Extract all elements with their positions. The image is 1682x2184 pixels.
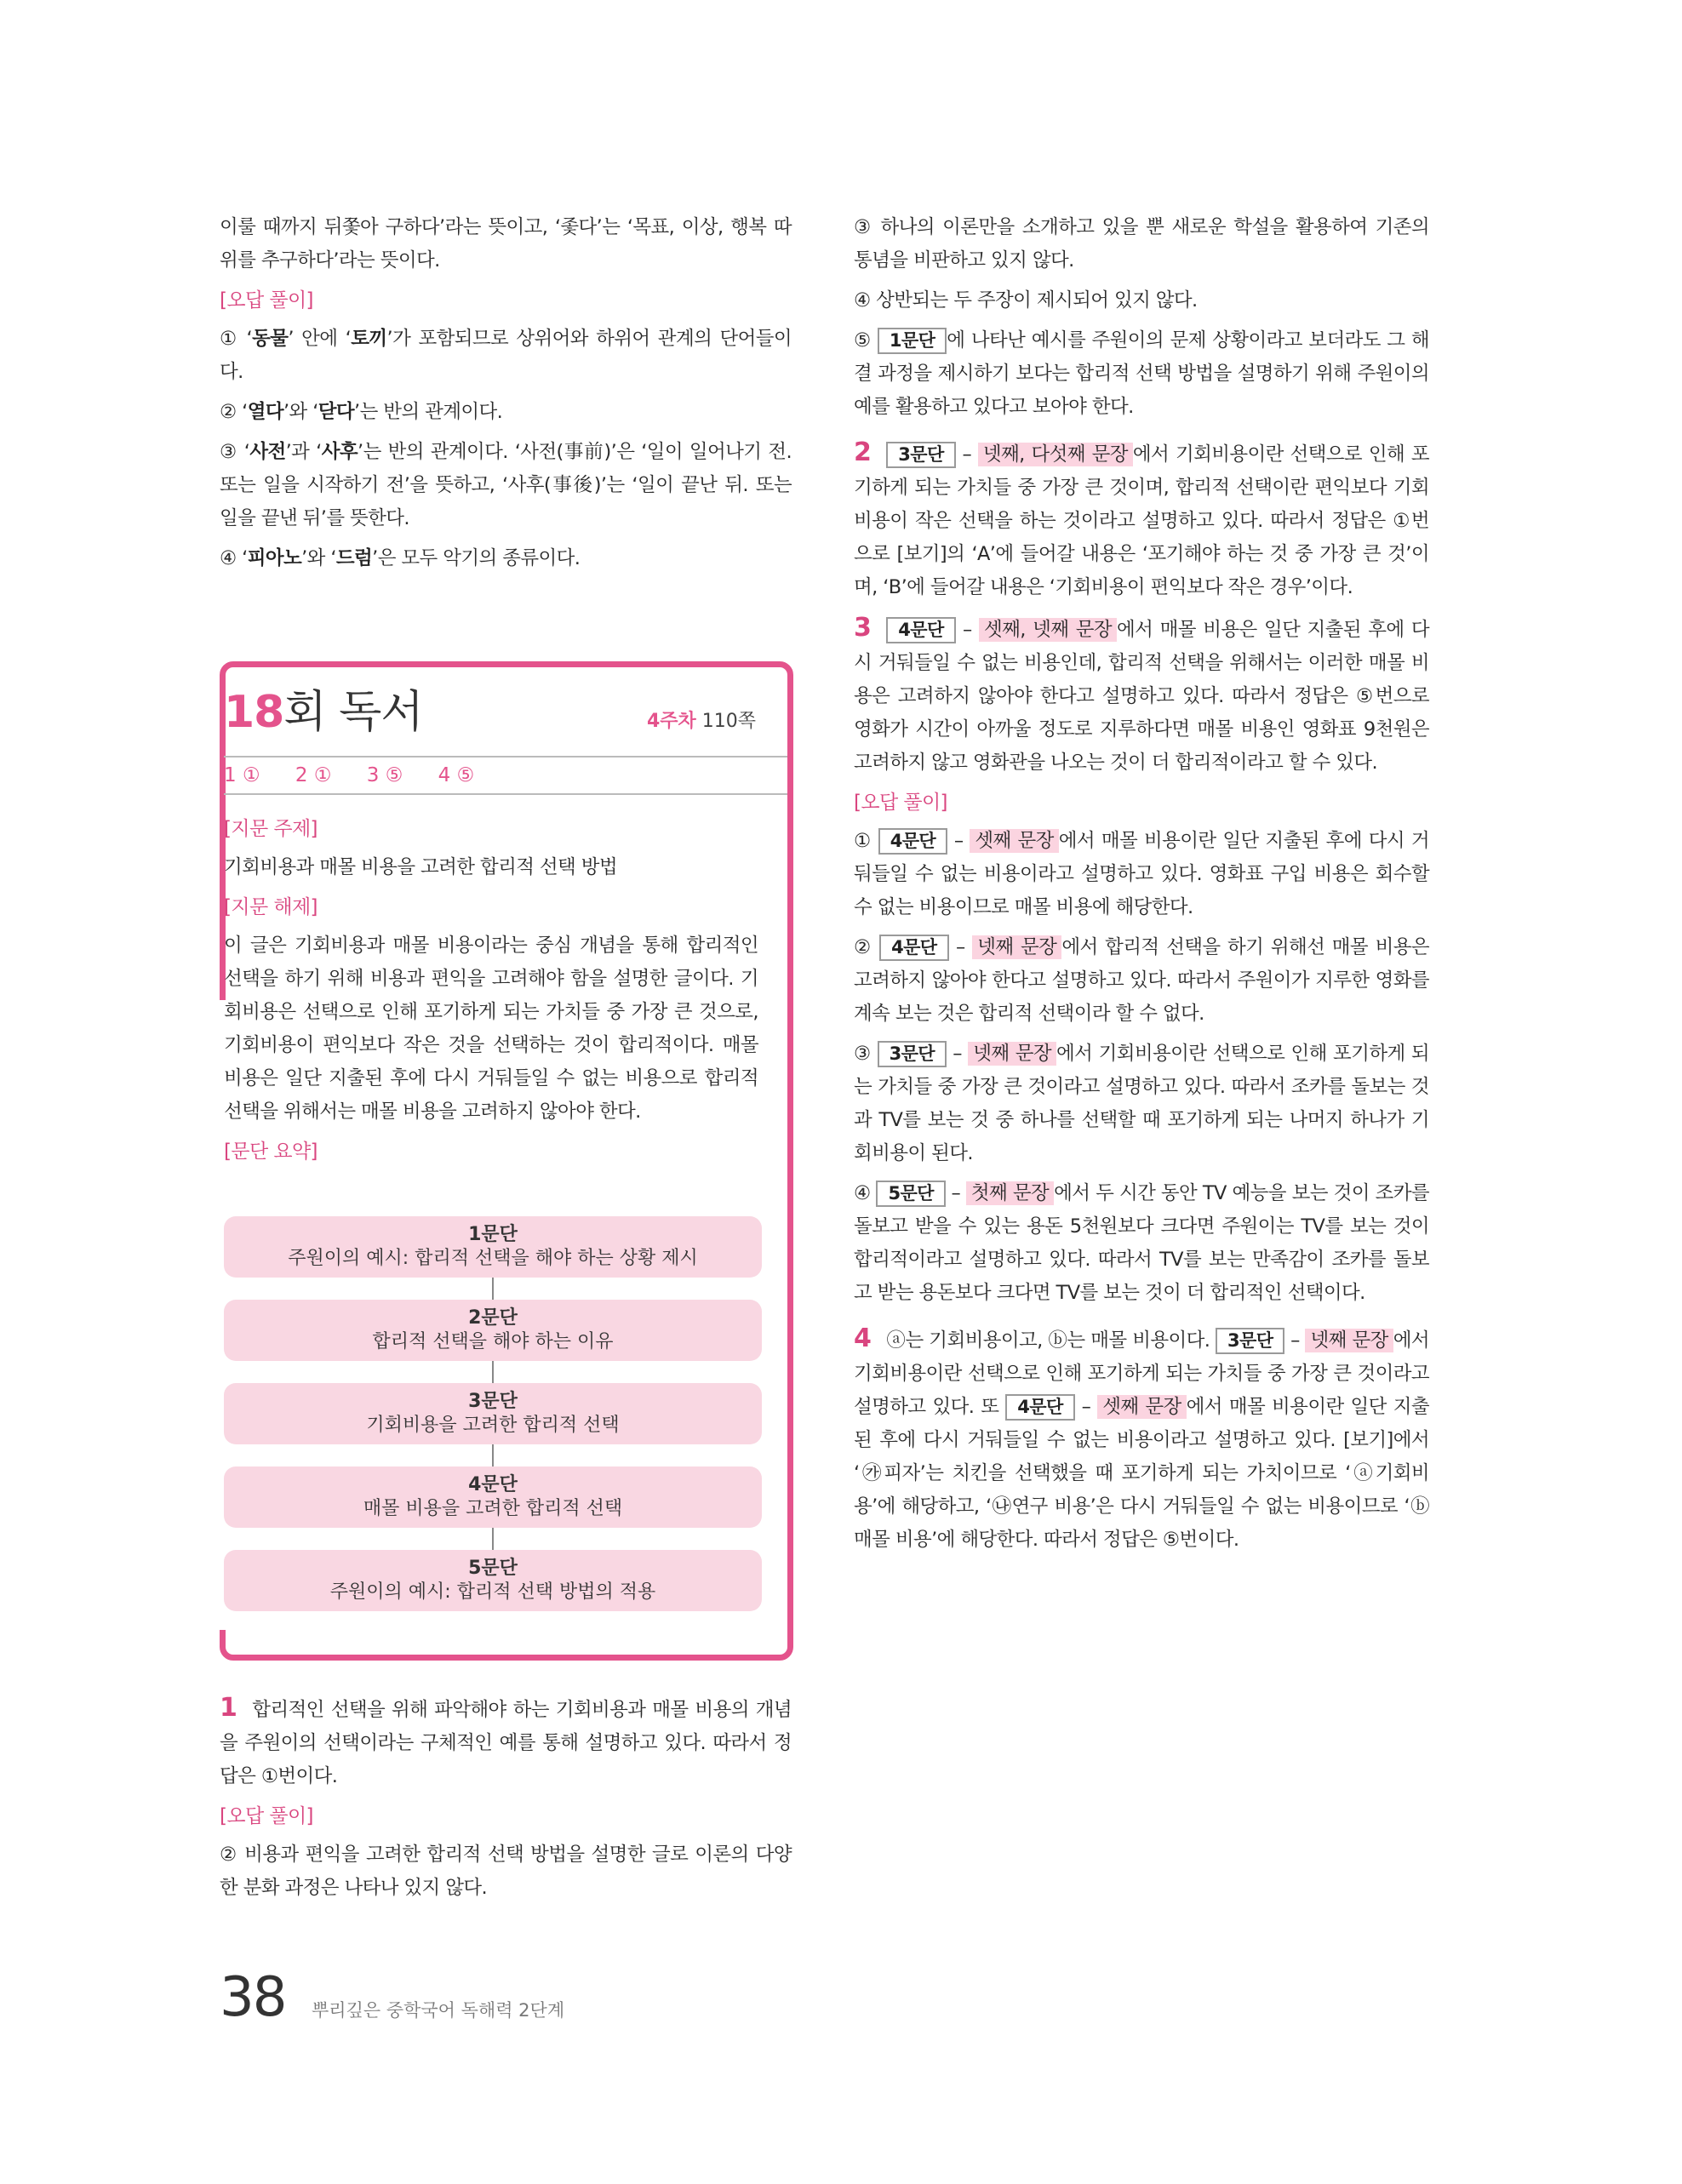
option-3: ③ ‘사전’과 ‘사후’는 반의 관계이다. ‘사전(事前)’은 ‘일이 일어나기 전. 또는 일을 시작하기 전’을 뜻하고, ‘사후(事後)’는 ‘일이 끝난 뒤. 또는 일을 끝낸 뒤’를 뜻한다. xyxy=(220,441,792,529)
paragraph-ref-box: 1문단 xyxy=(878,328,947,354)
left-column-top xyxy=(220,211,792,582)
paragraph-ref-box: 4문단 xyxy=(879,935,948,961)
sentence-highlight: 셋째 문장 xyxy=(970,829,1058,853)
paragraph-ref-box: 4문단 xyxy=(1005,1394,1074,1421)
question-1: 1 합리적인 선택을 위해 파악해야 하는 기회비용과 매몰 비용의 개념을 주원이의 선택이라는 구체적인 예를 통해 설명하고 있다. 따라서 정답은 ①번이다. xyxy=(220,1693,792,1787)
answer-key xyxy=(224,758,503,792)
flow-connector xyxy=(492,1361,494,1383)
divider xyxy=(224,756,787,758)
card-page-ref: 4주차 110쪽 xyxy=(647,711,757,732)
page-footer xyxy=(220,1966,565,2029)
answer-item: 3 ⑤ xyxy=(366,764,403,786)
left-column-bottom xyxy=(220,1691,792,1912)
paragraph-ref-box: 3문단 xyxy=(1216,1328,1284,1354)
flow-box: 4문단 매몰 비용을 고려한 합리적 선택 xyxy=(224,1466,762,1528)
flow-connector xyxy=(492,1528,494,1550)
paragraph-summary-flow xyxy=(224,1216,762,1611)
paragraph-ref-box: 5문단 xyxy=(876,1181,945,1207)
section-heading: [지문 해제] xyxy=(224,896,318,918)
question-4: 4 ⓐ는 기회비용이고, ⓑ는 매몰 비용이다. 3문단 – 넷째 문장 에서 기회비용이란 선택으로 인해 포기하게 되는 가치들 중 가장 큰 것이라고 설명하고 있다. 또 4문단 – 셋째 문장 에서 매몰 비용이란 일단 지출된 후에 다시 거둬들일 수 없는 비용이라고 설명하고 있다. [보기]에서 ‘㉮피자’는 치킨을 선택했을 때 포기하게 되는 가치이므로 ‘ⓐ기회비용’에 해당하고, ‘㉯연구 비용’은 다시 거둬들일 수 없는 비용이므로 ‘ⓑ매몰 비용’에 해당한다. 따라서 정답은 ⑤번이다. xyxy=(854,1324,1430,1551)
flow-box: 2문단 합리적 선택을 해야 하는 이유 xyxy=(224,1300,762,1361)
analysis-text: 이 글은 기회비용과 매몰 비용이라는 중심 개념을 통해 합리적인 선택을 하기 위해 비용과 편익을 고려해야 함을 설명한 글이다. 기회비용은 선택으로 인해 포기하게 되는 가치들 중 가장 큰 것으로, 기회비용이 편익보다 작은 것을 선택하는 것이 합리적이다. 매몰 비용은 일단 지출된 후에 다시 거둬들일 수 없는 비용으로 합리적 선택을 위해서는 매몰 비용을 고려하지 않아야 한다. xyxy=(224,935,758,1123)
flow-box: 3문단 기회비용을 고려한 합리적 선택 xyxy=(224,1383,762,1444)
wrong-3: ③ 3문단 – 넷째 문장 에서 기회비용이란 선택으로 인해 포기하게 되는 가치들 중 가장 큰 것이라고 설명하고 있다. 따라서 조카를 돌보는 것과 TV를 보는 것 중 하나를 선택할 때 포기하게 되는 나머지 하나가 기회비용이 된다. xyxy=(854,1043,1430,1164)
question-3: 3 4문단 – 셋째, 넷째 문장 에서 매몰 비용은 일단 지출된 후에 다시 거둬들일 수 없는 비용인데, 합리적 선택을 위해서는 이러한 매몰 비용은 고려하지 않아야 한다고 설명하고 있다. 따라서 정답은 ⑤번으로 영화가 시간이 아까울 정도로 지루하다면 매몰 비용인 영화표 9천원은 고려하지 않고 영화관을 나오는 것이 더 합리적이라고 할 수 있다. xyxy=(854,613,1430,774)
right-column xyxy=(854,211,1429,1564)
sentence-highlight: 셋째, 넷째 문장 xyxy=(979,618,1117,642)
answer-item: 4 ⑤ xyxy=(438,764,475,786)
topic-text: 기회비용과 매몰 비용을 고려한 합리적 선택 방법 xyxy=(224,856,618,878)
sentence-highlight: 넷째 문장 xyxy=(972,935,1061,959)
card-title: 18회 독서 xyxy=(224,687,423,738)
section-heading: [지문 주제] xyxy=(224,818,318,840)
section-heading: [문단 요약] xyxy=(224,1141,318,1163)
sentence-highlight: 넷째 문장 xyxy=(968,1042,1056,1066)
wrong-1: ① 4문단 – 셋째 문장 에서 매몰 비용이란 일단 지출된 후에 다시 거둬들일 수 없는 비용이라고 설명하고 있다. 영화표 구입 비용은 회수할 수 없는 비용이므로 매몰 비용에 해당한다. xyxy=(854,830,1430,918)
section-heading: [오답 풀이] xyxy=(220,289,313,312)
sentence-highlight: 넷째, 다섯째 문장 xyxy=(978,443,1133,466)
option-2: ② ‘열다’와 ‘닫다’는 반의 관계이다. xyxy=(220,401,503,423)
option-3-right: ③ 하나의 이론만을 소개하고 있을 뿐 새로운 학설을 활용하여 기존의 통념을 비판하고 있지 않다. xyxy=(854,216,1429,272)
divider xyxy=(224,793,787,795)
book-title: 뿌리깊은 중학국어 독해력 2단계 xyxy=(312,2000,565,2021)
flow-connector xyxy=(492,1278,494,1300)
question-2: 2 3문단 – 넷째, 다섯째 문장 에서 기회비용이란 선택으로 인해 포기하게 되는 가치들 중 가장 큰 것이며, 합리적 선택이란 편익보다 기회비용이 작은 선택을 하는 것이라고 설명하고 있다. 따라서 정답은 ①번으로 [보기]의 ‘A’에 들어갈 내용은 ‘포기해야 하는 것 중 가장 큰 것’이며, ‘B’에 들어갈 내용은 ‘기회비용이 편익보다 작은 경우’이다. xyxy=(854,437,1429,598)
page-number: 38 xyxy=(220,1966,286,2029)
sentence-highlight: 첫째 문장 xyxy=(966,1181,1054,1205)
section-heading: [오답 풀이] xyxy=(854,792,947,814)
sentence-highlight: 셋째 문장 xyxy=(1097,1395,1186,1419)
paragraph: 이룰 때까지 뒤쫓아 구하다’라는 뜻이고, ‘좇다’는 ‘목표, 이상, 행복 따위를 추구하다’라는 뜻이다. xyxy=(220,216,792,272)
card-body xyxy=(224,813,758,1174)
sentence-highlight: 넷째 문장 xyxy=(1305,1329,1393,1352)
option-4-right: ④ 상반되는 두 주장이 제시되어 있지 않다. xyxy=(854,289,1198,312)
paragraph-ref-box: 4문단 xyxy=(886,617,955,643)
answer-item: 1 ① xyxy=(224,764,260,786)
flow-connector xyxy=(492,1444,494,1466)
flow-box: 5문단 주원이의 예시: 합리적 선택 방법의 적용 xyxy=(224,1550,762,1611)
paragraph-ref-box: 3문단 xyxy=(886,442,955,468)
wrong-2-right: ② 4문단 – 넷째 문장 에서 합리적 선택을 하기 위해선 매몰 비용은 고려하지 않아야 한다고 설명하고 있다. 따라서 주원이가 지루한 영화를 계속 보는 것은 합리적 선택이라 할 수 없다. xyxy=(854,936,1430,1025)
flow-box: 1문단 주원이의 예시: 합리적 선택을 해야 하는 상황 제시 xyxy=(224,1216,762,1278)
option-5-right: ⑤ 1문단 에 나타난 예시를 주원이의 문제 상황이라고 보더라도 그 해결 과정을 제시하기 보다는 합리적 선택 방법을 설명하기 위해 주원이의 예를 활용하고 있다고 보아야 한다. xyxy=(854,329,1429,418)
paragraph-ref-box: 4문단 xyxy=(878,828,947,855)
paragraph-ref-box: 3문단 xyxy=(878,1041,947,1067)
option-1: ① ‘동물’ 안에 ‘토끼’가 포함되므로 상위어와 하위어 관계의 단어들이다. xyxy=(220,328,792,383)
option-4: ④ ‘피아노’와 ‘드럼’은 모두 악기의 종류이다. xyxy=(220,547,581,569)
answer-item: 2 ① xyxy=(295,764,332,786)
section-heading: [오답 풀이] xyxy=(220,1805,313,1827)
wrong-4: ④ 5문단 – 첫째 문장 에서 두 시간 동안 TV 예능을 보는 것이 조카를 돌보고 받을 수 있는 용돈 5천원보다 크다면 주원이는 TV를 보는 것이 합리적이라고 설명하고 있다. 따라서 TV를 보는 만족감이 조카를 돌보고 받는 용돈보다 크다면 TV를 보는 것이 더 합리적인 선택이다. xyxy=(854,1182,1430,1304)
wrong-2: ② 비용과 편익을 고려한 합리적 선택 방법을 설명한 글로 이론의 다양한 분화 과정은 나타나 있지 않다. xyxy=(220,1844,792,1899)
